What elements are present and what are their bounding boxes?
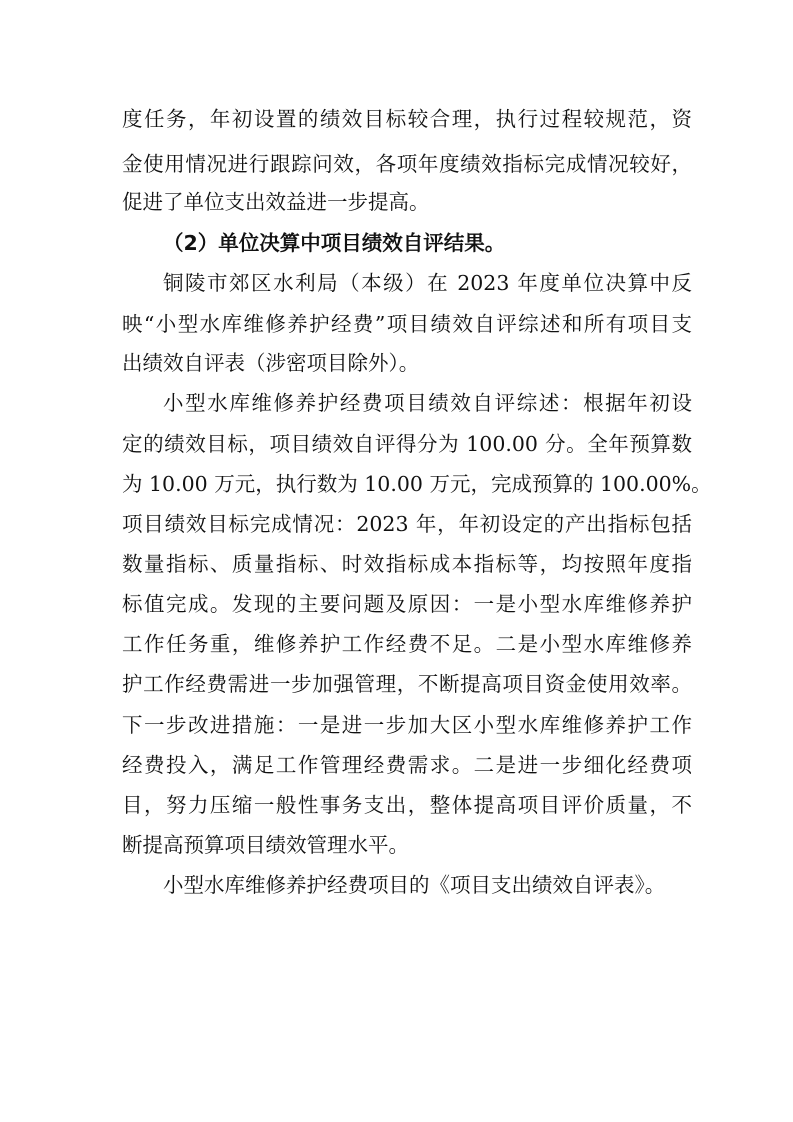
paragraph-line: 为 10.00 万元，执行数为 10.00 万元，完成预算的 100.00%。 (122, 472, 712, 496)
paragraph-line: 经费投入，满足工作管理经费需求。二是进一步细化经费项 (122, 753, 692, 777)
paragraph-line: 断提高预算项目绩效管理水平。 (122, 833, 409, 857)
paragraph-line: 工作任务重，维修养护工作经费不足。二是小型水库维修养 (122, 632, 692, 656)
paragraph-line: 铜陵市郊区水利局（本级）在 2023 年度单位决算中反 (163, 271, 692, 295)
paragraph-line: 促进了单位支出效益进一步提高。 (122, 190, 430, 214)
paragraph-line: 映“小型水库维修养护经费”项目绩效自评综述和所有项目支 (122, 312, 692, 336)
paragraph-line: 项目绩效目标完成情况：2023 年，年初设定的产出指标包括 (122, 512, 692, 536)
paragraph-line: 护工作经费需进一步加强管理，不断提高项目资金使用效率。 (122, 672, 692, 696)
paragraph-line: 小型水库维修养护经费项目绩效自评综述：根据年初设 (163, 391, 692, 415)
paragraph-line: 目，努力压缩一般性事务支出，整体提高项目评价质量，不 (122, 793, 692, 817)
paragraph-line: 定的绩效目标，项目绩效自评得分为 100.00 分。全年预算数 (122, 432, 692, 456)
paragraph-line: 度任务，年初设置的绩效目标较合理，执行过程较规范，资 (122, 107, 692, 131)
section-heading: （2）单位决算中项目绩效自评结果。 (163, 231, 506, 255)
paragraph-line: 数量指标、质量指标、时效指标成本指标等，均按照年度指 (122, 552, 692, 576)
paragraph-line: 出绩效自评表（涉密项目除外）。 (122, 351, 420, 375)
paragraph-line: 标值完成。发现的主要问题及原因：一是小型水库维修养护 (122, 592, 692, 616)
paragraph-line: 金使用情况进行跟踪问效，各项年度绩效指标完成情况较好， (122, 152, 692, 176)
paragraph-line: 下一步改进措施：一是进一步加大区小型水库维修养护工作 (122, 713, 692, 737)
paragraph-line: 小型水库维修养护经费项目的《项目支出绩效自评表》。 (163, 873, 666, 897)
